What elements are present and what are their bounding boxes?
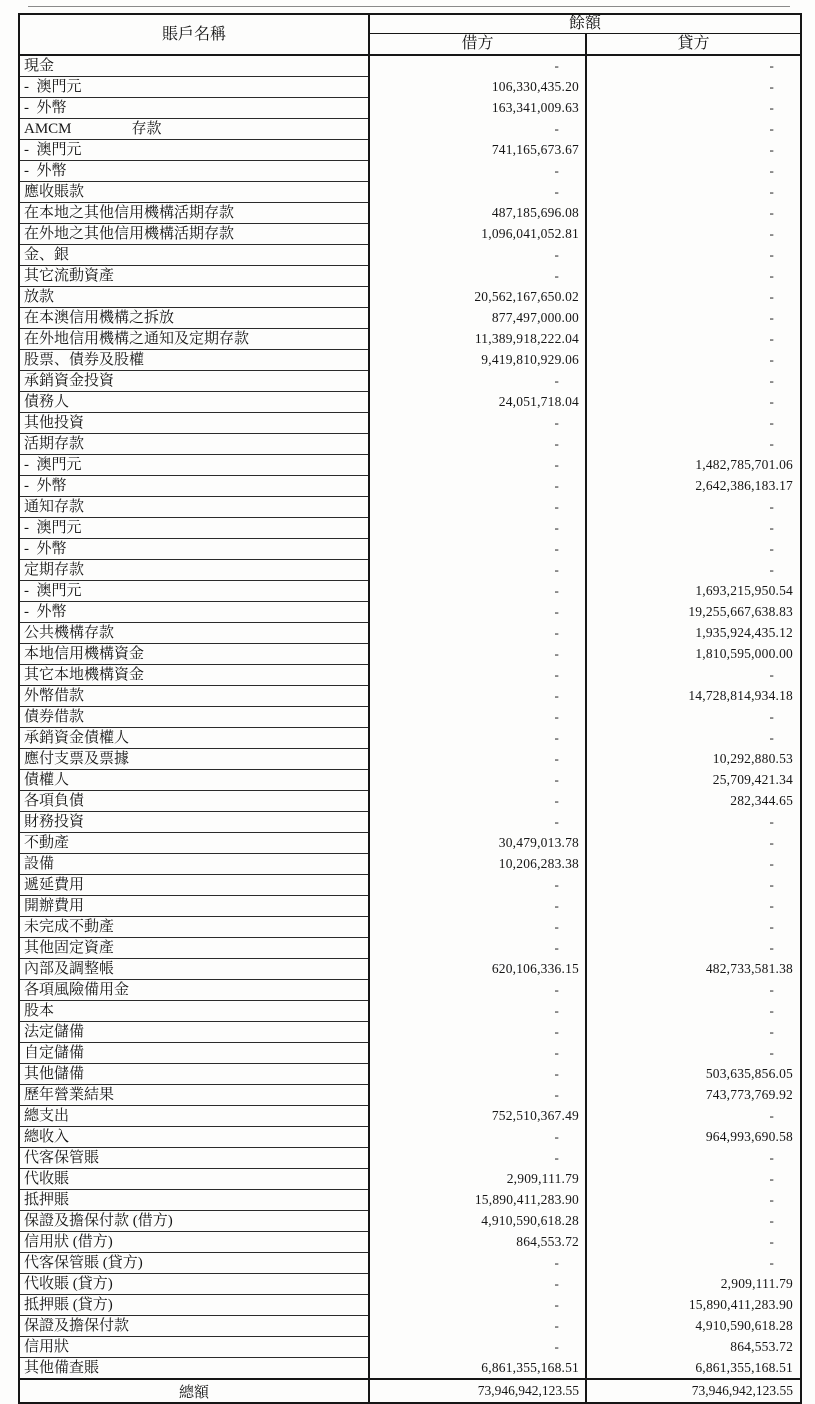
account-name-cell: 代客保管賬 (貸方) — [19, 1253, 369, 1274]
table-row — [19, 728, 801, 749]
table-row — [19, 1064, 801, 1085]
table-row — [19, 140, 801, 161]
credit-value-cell: 6,861,355,168.51 — [695, 1359, 794, 1375]
table-row — [19, 224, 801, 245]
debit-value-cell: - — [369, 55, 586, 77]
credit-value-cell: - — [769, 1192, 775, 1207]
debit-value-cell: 487,185,696.08 — [369, 203, 586, 224]
debit-value-cell: - — [369, 371, 586, 392]
credit-value-cell: - — [769, 1045, 775, 1060]
account-name-cell: 承銷資金債權人 — [19, 728, 369, 749]
table-row — [19, 55, 801, 77]
account-name-cell: 債權人 — [19, 770, 369, 791]
account-name-cell: 金、銀 — [19, 245, 369, 266]
account-name-cell: 總收入 — [19, 1127, 369, 1148]
account-name-cell: - 外幣 — [19, 539, 369, 560]
table-row — [19, 854, 801, 875]
credit-value-cell: - — [769, 415, 775, 430]
credit-value-cell: - — [769, 310, 775, 325]
credit-value-cell: - — [769, 877, 775, 892]
credit-value-cell: - — [769, 1255, 775, 1270]
top-rule — [28, 6, 790, 7]
table-row — [19, 434, 801, 455]
account-name-cell: 在外地信用機構之通知及定期存款 — [19, 329, 369, 350]
credit-value-cell: 2,642,386,183.17 — [695, 478, 794, 493]
table-row — [19, 1169, 801, 1190]
credit-value-cell: 1,935,924,435.12 — [695, 625, 794, 640]
debit-value-cell: - — [369, 1043, 586, 1064]
debit-value-cell: 6,861,355,168.51 — [369, 1358, 586, 1380]
account-name-cell: 代收賬 (貸方) — [19, 1274, 369, 1295]
account-name-cell: 各項負債 — [19, 791, 369, 812]
account-name-cell: 其他儲備 — [19, 1064, 369, 1085]
credit-value-cell: - — [769, 1171, 775, 1186]
header-row-balance — [19, 14, 801, 34]
credit-value-cell: 1,810,595,000.00 — [695, 646, 794, 661]
credit-value-cell: - — [769, 373, 775, 388]
account-name-cell: 內部及調整帳 — [19, 959, 369, 980]
table-row — [19, 1085, 801, 1106]
table-row — [19, 182, 801, 203]
table-row — [19, 287, 801, 308]
credit-value-cell: - — [769, 226, 775, 241]
debit-value-cell: - — [369, 1022, 586, 1043]
table-row — [19, 602, 801, 623]
credit-value-cell: - — [769, 100, 775, 115]
debit-value-cell: - — [369, 980, 586, 1001]
table-row — [19, 1316, 801, 1337]
account-name-cell: - 外幣 — [19, 98, 369, 119]
account-name-cell: 開辦費用 — [19, 896, 369, 917]
total-credit-value: 73,946,942,123.55 — [586, 1379, 801, 1403]
account-name-cell: 應付支票及票據 — [19, 749, 369, 770]
account-name-cell: 活期存款 — [19, 434, 369, 455]
account-name-cell: - 澳門元 — [19, 455, 369, 476]
table-row — [19, 329, 801, 350]
debit-value-cell: 11,389,918,222.04 — [369, 329, 586, 350]
credit-value-cell: 14,728,814,934.18 — [688, 688, 794, 703]
account-name-cell: 現金 — [19, 55, 369, 77]
table-row — [19, 1148, 801, 1169]
table-row — [19, 791, 801, 812]
account-name-cell: 債券借款 — [19, 707, 369, 728]
table-row — [19, 707, 801, 728]
account-name-cell: 法定儲備 — [19, 1022, 369, 1043]
debit-value-cell: - — [369, 896, 586, 917]
table-row — [19, 833, 801, 854]
table-row — [19, 980, 801, 1001]
debit-value-cell: - — [369, 455, 586, 476]
debit-value-cell: - — [369, 581, 586, 602]
table-row — [19, 560, 801, 581]
credit-value-cell: - — [769, 436, 775, 451]
table-row — [19, 266, 801, 287]
credit-value-cell: - — [769, 835, 775, 850]
account-name-cell: 放款 — [19, 287, 369, 308]
account-name-cell: 歷年營業結果 — [19, 1085, 369, 1106]
credit-value-cell: - — [769, 1213, 775, 1228]
debit-value-cell: 752,510,367.49 — [369, 1106, 586, 1127]
debit-value-cell: 864,553.72 — [369, 1232, 586, 1253]
credit-value-cell: - — [769, 499, 775, 514]
account-name-cell: 在本地之其他信用機構活期存款 — [19, 203, 369, 224]
account-name-cell: 在本澳信用機構之拆放 — [19, 308, 369, 329]
debit-value-cell: 9,419,810,929.06 — [369, 350, 586, 371]
table-row — [19, 476, 801, 497]
table-row — [19, 623, 801, 644]
debit-value-cell: - — [369, 665, 586, 686]
debit-value-cell: 877,497,000.00 — [369, 308, 586, 329]
debit-value-cell: 30,479,013.78 — [369, 833, 586, 854]
debit-value-cell: - — [369, 938, 586, 959]
account-name-cell: 通知存款 — [19, 497, 369, 518]
debit-value-cell: 20,562,167,650.02 — [369, 287, 586, 308]
table-row — [19, 1253, 801, 1274]
debit-value-cell: - — [369, 1274, 586, 1295]
debit-value-cell: - — [369, 497, 586, 518]
debit-value-cell: - — [369, 476, 586, 497]
account-name-cell: - 澳門元 — [19, 518, 369, 539]
account-name-cell: 保證及擔保付款 (借方) — [19, 1211, 369, 1232]
table-row — [19, 308, 801, 329]
credit-value-cell: - — [769, 982, 775, 997]
table-row — [19, 245, 801, 266]
account-name-cell: 不動產 — [19, 833, 369, 854]
debit-value-cell: - — [369, 1064, 586, 1085]
debit-value-cell: 620,106,336.15 — [369, 959, 586, 980]
table-row — [19, 77, 801, 98]
table-row — [19, 665, 801, 686]
credit-value-cell: - — [769, 1003, 775, 1018]
total-debit-value: 73,946,942,123.55 — [369, 1379, 586, 1403]
account-name-cell: - 外幣 — [19, 161, 369, 182]
account-name-cell: 抵押賬 — [19, 1190, 369, 1211]
table-footer — [19, 1379, 801, 1403]
debit-value-cell: - — [369, 434, 586, 455]
debit-value-cell: - — [369, 539, 586, 560]
header-debit: 借方 — [369, 34, 586, 56]
account-name-cell: 債務人 — [19, 392, 369, 413]
debit-value-cell: 24,051,718.04 — [369, 392, 586, 413]
credit-value-cell: - — [769, 541, 775, 556]
credit-value-cell: 10,292,880.53 — [712, 751, 794, 766]
balance-table — [18, 13, 802, 1404]
account-name-cell: 遞延費用 — [19, 875, 369, 896]
debit-value-cell: 163,341,009.63 — [369, 98, 586, 119]
table-row — [19, 1106, 801, 1127]
table-header — [19, 14, 801, 55]
debit-value-cell: 10,206,283.38 — [369, 854, 586, 875]
debit-value-cell: - — [369, 413, 586, 434]
table-row — [19, 497, 801, 518]
debit-value-cell: - — [369, 875, 586, 896]
account-name-cell: 信用狀 — [19, 1337, 369, 1358]
credit-value-cell: - — [769, 667, 775, 682]
credit-value-cell: 482,733,581.38 — [705, 961, 794, 976]
debit-value-cell: - — [369, 917, 586, 938]
account-name-cell: - 澳門元 — [19, 77, 369, 98]
table-row — [19, 1358, 801, 1380]
table-row — [19, 1127, 801, 1148]
table-row — [19, 812, 801, 833]
table-row — [19, 371, 801, 392]
credit-value-cell: - — [769, 919, 775, 934]
debit-value-cell: 741,165,673.67 — [369, 140, 586, 161]
account-name-cell: 總支出 — [19, 1106, 369, 1127]
account-name-cell: 其他投資 — [19, 413, 369, 434]
table-row — [19, 350, 801, 371]
debit-value-cell: 4,910,590,618.28 — [369, 1211, 586, 1232]
account-name-cell: 代客保管賬 — [19, 1148, 369, 1169]
debit-value-cell: - — [369, 728, 586, 749]
table-row — [19, 644, 801, 665]
table-row — [19, 455, 801, 476]
credit-value-cell: 743,773,769.92 — [705, 1087, 794, 1102]
debit-value-cell: - — [369, 602, 586, 623]
account-name-cell: 其它本地機構資金 — [19, 665, 369, 686]
account-name-cell: 承銷資金投資 — [19, 371, 369, 392]
account-name-cell: 保證及擔保付款 — [19, 1316, 369, 1337]
account-name-cell: 本地信用機構資金 — [19, 644, 369, 665]
credit-value-cell: - — [769, 940, 775, 955]
credit-value-cell: - — [769, 121, 775, 136]
credit-value-cell: - — [769, 352, 775, 367]
credit-value-cell: - — [769, 856, 775, 871]
account-name-cell: 設備 — [19, 854, 369, 875]
credit-value-cell: - — [769, 268, 775, 283]
header-credit: 貸方 — [586, 34, 801, 56]
debit-value-cell: 1,096,041,052.81 — [369, 224, 586, 245]
debit-value-cell: - — [369, 161, 586, 182]
table-row — [19, 938, 801, 959]
account-name-cell: 在外地之其他信用機構活期存款 — [19, 224, 369, 245]
account-name-cell: - 外幣 — [19, 476, 369, 497]
account-name-cell: 抵押賬 (貸方) — [19, 1295, 369, 1316]
table-row — [19, 959, 801, 980]
credit-value-cell: - — [769, 184, 775, 199]
credit-value-cell: - — [769, 142, 775, 157]
debit-value-cell: 106,330,435.20 — [369, 77, 586, 98]
debit-value-cell: - — [369, 749, 586, 770]
table-row — [19, 1295, 801, 1316]
table-row — [19, 392, 801, 413]
debit-value-cell: - — [369, 686, 586, 707]
credit-value-cell: - — [769, 1108, 775, 1123]
credit-value-cell: - — [769, 709, 775, 724]
debit-value-cell: - — [369, 791, 586, 812]
account-name-cell: 定期存款 — [19, 560, 369, 581]
credit-value-cell: 15,890,411,283.90 — [688, 1297, 794, 1312]
table-row — [19, 581, 801, 602]
credit-value-cell: - — [769, 205, 775, 220]
account-name-cell: 信用狀 (借方) — [19, 1232, 369, 1253]
credit-value-cell: 19,255,667,638.83 — [688, 604, 794, 619]
debit-value-cell: - — [369, 644, 586, 665]
debit-value-cell: - — [369, 1295, 586, 1316]
table-row — [19, 770, 801, 791]
credit-value-cell: - — [769, 1150, 775, 1165]
debit-value-cell: - — [369, 1148, 586, 1169]
credit-value-cell: - — [769, 163, 775, 178]
table-row — [19, 1337, 801, 1358]
debit-value-cell: 15,890,411,283.90 — [369, 1190, 586, 1211]
account-name-cell: 自定儲備 — [19, 1043, 369, 1064]
account-name-cell: 各項風險備用金 — [19, 980, 369, 1001]
account-name-cell: 其他固定資產 — [19, 938, 369, 959]
account-name-cell: 其他備查賬 — [19, 1358, 369, 1380]
account-name-cell: 股本 — [19, 1001, 369, 1022]
header-balance: 餘額 — [369, 14, 801, 34]
table-row — [19, 1211, 801, 1232]
credit-value-cell: - — [769, 79, 775, 94]
credit-value-cell: - — [769, 520, 775, 535]
table-row — [19, 119, 801, 140]
credit-value-cell: - — [769, 1024, 775, 1039]
credit-value-cell: 964,993,690.58 — [705, 1129, 794, 1144]
table-row — [19, 161, 801, 182]
debit-value-cell: - — [369, 1316, 586, 1337]
table-row — [19, 1232, 801, 1253]
credit-value-cell: - — [769, 562, 775, 577]
table-row — [19, 896, 801, 917]
credit-value-cell: - — [769, 58, 775, 74]
total-row — [19, 1379, 801, 1403]
debit-value-cell: - — [369, 1337, 586, 1358]
credit-value-cell: 864,553.72 — [730, 1339, 794, 1354]
debit-value-cell: - — [369, 707, 586, 728]
credit-value-cell: 1,482,785,701.06 — [695, 457, 794, 472]
table-row — [19, 98, 801, 119]
credit-value-cell: - — [769, 289, 775, 304]
credit-value-cell: 282,344.65 — [730, 793, 794, 808]
debit-value-cell: - — [369, 266, 586, 287]
account-name-cell: 財務投資 — [19, 812, 369, 833]
debit-value-cell: - — [369, 518, 586, 539]
debit-value-cell: 2,909,111.79 — [369, 1169, 586, 1190]
account-name-cell: 外幣借款 — [19, 686, 369, 707]
table-row — [19, 875, 801, 896]
credit-value-cell: - — [769, 247, 775, 262]
credit-value-cell: 25,709,421.34 — [712, 772, 794, 787]
debit-value-cell: - — [369, 560, 586, 581]
table-row — [19, 917, 801, 938]
credit-value-cell: - — [769, 898, 775, 913]
credit-value-cell: - — [769, 814, 775, 829]
credit-value-cell: - — [769, 1234, 775, 1249]
table-row — [19, 686, 801, 707]
debit-value-cell: - — [369, 770, 586, 791]
account-name-cell: - 澳門元 — [19, 140, 369, 161]
credit-value-cell: 503,635,856.05 — [705, 1066, 794, 1081]
table-body — [19, 55, 801, 1379]
table-row — [19, 1190, 801, 1211]
table-row — [19, 1022, 801, 1043]
table-row — [19, 203, 801, 224]
debit-value-cell: - — [369, 1127, 586, 1148]
credit-value-cell: 2,909,111.79 — [720, 1276, 794, 1291]
account-name-cell: 應收賬款 — [19, 182, 369, 203]
table-row — [19, 1043, 801, 1064]
table-row — [19, 413, 801, 434]
debit-value-cell: - — [369, 1001, 586, 1022]
table-row — [19, 539, 801, 560]
debit-value-cell: - — [369, 182, 586, 203]
table-row — [19, 749, 801, 770]
credit-value-cell: - — [769, 730, 775, 745]
debit-value-cell: - — [369, 1253, 586, 1274]
debit-value-cell: - — [369, 623, 586, 644]
account-name-cell: 代收賬 — [19, 1169, 369, 1190]
account-name-cell: - 澳門元 — [19, 581, 369, 602]
debit-value-cell: - — [369, 812, 586, 833]
credit-value-cell: 4,910,590,618.28 — [695, 1318, 794, 1333]
debit-value-cell: - — [369, 119, 586, 140]
account-name-cell: 股票、債券及股權 — [19, 350, 369, 371]
account-name-cell: 其它流動資產 — [19, 266, 369, 287]
credit-value-cell: - — [769, 394, 775, 409]
debit-value-cell: - — [369, 245, 586, 266]
table-row — [19, 1001, 801, 1022]
total-label: 總額 — [19, 1379, 369, 1403]
account-name-cell: - 外幣 — [19, 602, 369, 623]
debit-value-cell: - — [369, 1085, 586, 1106]
account-name-cell: 公共機構存款 — [19, 623, 369, 644]
table-row — [19, 1274, 801, 1295]
credit-value-cell: - — [769, 331, 775, 346]
table-row — [19, 518, 801, 539]
credit-value-cell: 1,693,215,950.54 — [695, 583, 794, 598]
account-name-cell: 未完成不動產 — [19, 917, 369, 938]
header-account-name: 賬戶名稱 — [19, 14, 369, 55]
account-name-cell: AMCM 存款 — [19, 119, 369, 140]
